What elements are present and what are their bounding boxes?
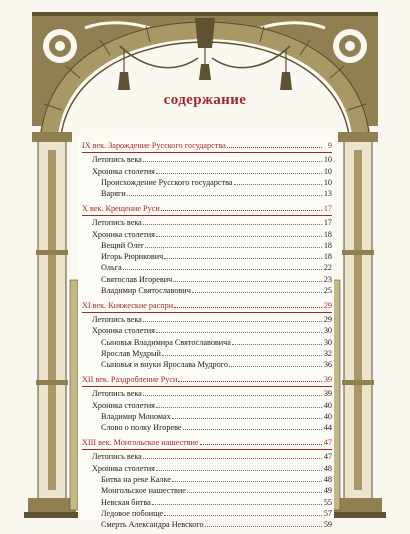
tassel-right: [280, 72, 292, 90]
page-number: 55: [323, 497, 332, 507]
page-number: 10: [323, 166, 332, 176]
toc-entry[interactable]: [82, 463, 332, 474]
dot-leader: [152, 497, 322, 505]
right-column-base: [334, 498, 382, 514]
chapter-rule: [82, 449, 332, 450]
dot-leader: [156, 229, 322, 237]
chapter-title: IX век. Зарождение Русского государства: [82, 141, 226, 150]
page-number: 17: [323, 203, 332, 213]
entry-title: Сыновья Владимира Святославовича: [101, 337, 231, 347]
entry-title: Слово о полку Игореве: [101, 423, 182, 433]
dot-leader: [164, 251, 322, 259]
entry-title: Монгольское нашествие: [101, 486, 186, 496]
page-number: 18: [323, 229, 332, 239]
dot-leader: [143, 314, 322, 322]
page-number: 39: [323, 375, 332, 385]
page-number: 36: [323, 360, 332, 370]
toc-entry[interactable]: [82, 177, 332, 188]
entry-title: Владимир Мономах: [101, 412, 171, 422]
toc-chapter-entry[interactable]: [82, 140, 332, 151]
toc-entry[interactable]: [82, 337, 332, 348]
toc-entry[interactable]: [82, 240, 332, 251]
toc-entry[interactable]: [82, 388, 332, 399]
entry-title: Происхождение Русского государства: [101, 177, 233, 187]
table-of-contents: [82, 140, 332, 534]
dot-leader: [173, 274, 322, 282]
page-number: 40: [323, 412, 332, 422]
toc-entry[interactable]: [82, 274, 332, 285]
entry-title: Игорь Рюрикович: [101, 252, 164, 262]
toc-chapter-entry[interactable]: [82, 374, 332, 385]
page-number: 18: [323, 252, 332, 262]
page-number: 29: [323, 315, 332, 325]
dot-leader: [234, 177, 323, 185]
toc-entry[interactable]: [82, 251, 332, 262]
dot-leader: [127, 188, 322, 196]
toc-entry[interactable]: [82, 411, 332, 422]
toc-section: [82, 374, 332, 433]
entry-title: Хроника столетия: [92, 166, 155, 176]
page-number: 48: [323, 463, 332, 473]
entry-title: Хроника столетия: [92, 229, 155, 239]
toc-entry[interactable]: [82, 519, 332, 530]
tassel-center: [199, 64, 211, 80]
page-number: 29: [323, 300, 332, 310]
entry-title: Летопись века: [92, 452, 142, 462]
chapter-rule: [82, 312, 332, 313]
toc-entry[interactable]: [82, 188, 332, 199]
toc-section: [82, 437, 332, 530]
chapter-title: XII век. Раздробление Руси: [82, 375, 178, 385]
page-number: 59: [323, 520, 332, 530]
dot-leader: [174, 300, 322, 308]
entry-title: Святослав Игоревич: [101, 274, 173, 284]
toc-entry[interactable]: [82, 400, 332, 411]
page-number: 49: [323, 486, 332, 496]
page-number: 32: [323, 349, 332, 359]
toc-entry[interactable]: [82, 229, 332, 240]
entry-title: Летопись века: [92, 389, 142, 399]
dot-leader: [192, 285, 322, 293]
dot-leader: [156, 325, 322, 333]
keystone: [195, 18, 215, 48]
chapter-rule: [82, 386, 332, 387]
dot-leader: [172, 411, 322, 419]
toc-entry[interactable]: [82, 285, 332, 296]
dot-leader: [156, 166, 322, 174]
dot-leader: [143, 217, 322, 225]
dot-leader: [178, 374, 322, 382]
entry-title: Невская битва: [101, 497, 151, 507]
dot-leader: [205, 519, 322, 527]
entry-title: Летопись века: [92, 155, 142, 165]
entry-title: Варяги: [101, 189, 126, 199]
toc-section: [82, 300, 332, 371]
dot-leader: [164, 508, 322, 516]
dot-leader: [161, 203, 322, 211]
dot-leader: [156, 400, 322, 408]
dot-leader: [229, 359, 322, 367]
dot-leader: [227, 140, 322, 148]
toc-entry[interactable]: [82, 314, 332, 325]
entry-title: Ярослав Мудрый: [101, 349, 161, 359]
chapter-title: XIII век. Монгольское нашествие: [82, 438, 199, 448]
toc-chapter-entry[interactable]: [82, 300, 332, 311]
page-number: 57: [323, 508, 332, 518]
toc-entry[interactable]: [82, 359, 332, 370]
dot-leader: [143, 451, 322, 459]
chapter-rule: [82, 215, 332, 216]
page-number: 30: [323, 337, 332, 347]
tassel-left: [118, 72, 130, 90]
page-number: 47: [323, 452, 332, 462]
dot-leader: [145, 240, 322, 248]
toc-entry[interactable]: [82, 422, 332, 433]
page-number: 18: [323, 240, 332, 250]
dot-leader: [172, 474, 322, 482]
page-number: 39: [323, 389, 332, 399]
entry-title: Хроника столетия: [92, 326, 155, 336]
dot-leader: [200, 437, 323, 445]
toc-section: [82, 140, 332, 199]
page-number: 47: [323, 438, 332, 448]
dot-leader: [162, 348, 322, 356]
toc-section: [82, 203, 332, 296]
toc-entry[interactable]: [82, 217, 332, 228]
page-number: 9: [327, 141, 332, 150]
page-number: 13: [323, 189, 332, 199]
entry-title: Хроника столетия: [92, 463, 155, 473]
page-number: 48: [323, 475, 332, 485]
entry-title: Летопись века: [92, 218, 142, 228]
dot-leader: [156, 463, 322, 471]
toc-entry[interactable]: [82, 451, 332, 462]
page-number: 10: [323, 155, 332, 165]
page-number: 25: [323, 286, 332, 296]
chapter-title: X век. Крещение Руси: [82, 203, 160, 213]
page-number: 23: [323, 274, 332, 284]
chapter-rule: [82, 152, 332, 153]
entry-title: Хроника столетия: [92, 400, 155, 410]
toc-entry[interactable]: [82, 497, 332, 508]
toc-entry[interactable]: [82, 325, 332, 336]
toc-entry[interactable]: [82, 154, 332, 165]
toc-entry[interactable]: [82, 508, 332, 519]
toc-entry[interactable]: [82, 485, 332, 496]
left-column-base: [28, 498, 76, 514]
toc-entry[interactable]: [82, 166, 332, 177]
toc-chapter-entry[interactable]: [82, 203, 332, 214]
entry-title: Летопись века: [92, 315, 142, 325]
page-number: 22: [323, 263, 332, 273]
dot-leader: [143, 388, 322, 396]
page-number: 17: [323, 218, 332, 228]
page-number: 40: [323, 400, 332, 410]
dot-leader: [143, 154, 322, 162]
page-title: содержание: [163, 92, 247, 108]
dot-leader: [123, 262, 322, 270]
dot-leader: [187, 485, 322, 493]
entry-title: Смерть Александра Невского: [101, 520, 204, 530]
toc-chapter-entry[interactable]: [82, 437, 332, 448]
chapter-title: XI век. Княжеские распри: [82, 300, 174, 310]
toc-entry[interactable]: [82, 262, 332, 273]
entry-title: Ледовое побоище: [101, 508, 164, 518]
dot-leader: [232, 337, 322, 345]
entry-title: Вещий Олег: [101, 240, 145, 250]
page-number: 30: [323, 326, 332, 336]
entry-title: Владимир Святославович: [101, 286, 191, 296]
toc-entry[interactable]: [82, 348, 332, 359]
entry-title: Битва на реке Калке: [101, 475, 171, 485]
page-number: 44: [323, 423, 332, 433]
entry-title: Ольга: [101, 263, 122, 273]
dot-leader: [183, 422, 322, 430]
page-number: 10: [323, 177, 332, 187]
toc-entry[interactable]: [82, 474, 332, 485]
entry-title: Сыновья и внуки Ярослава Мудрого: [101, 360, 228, 370]
